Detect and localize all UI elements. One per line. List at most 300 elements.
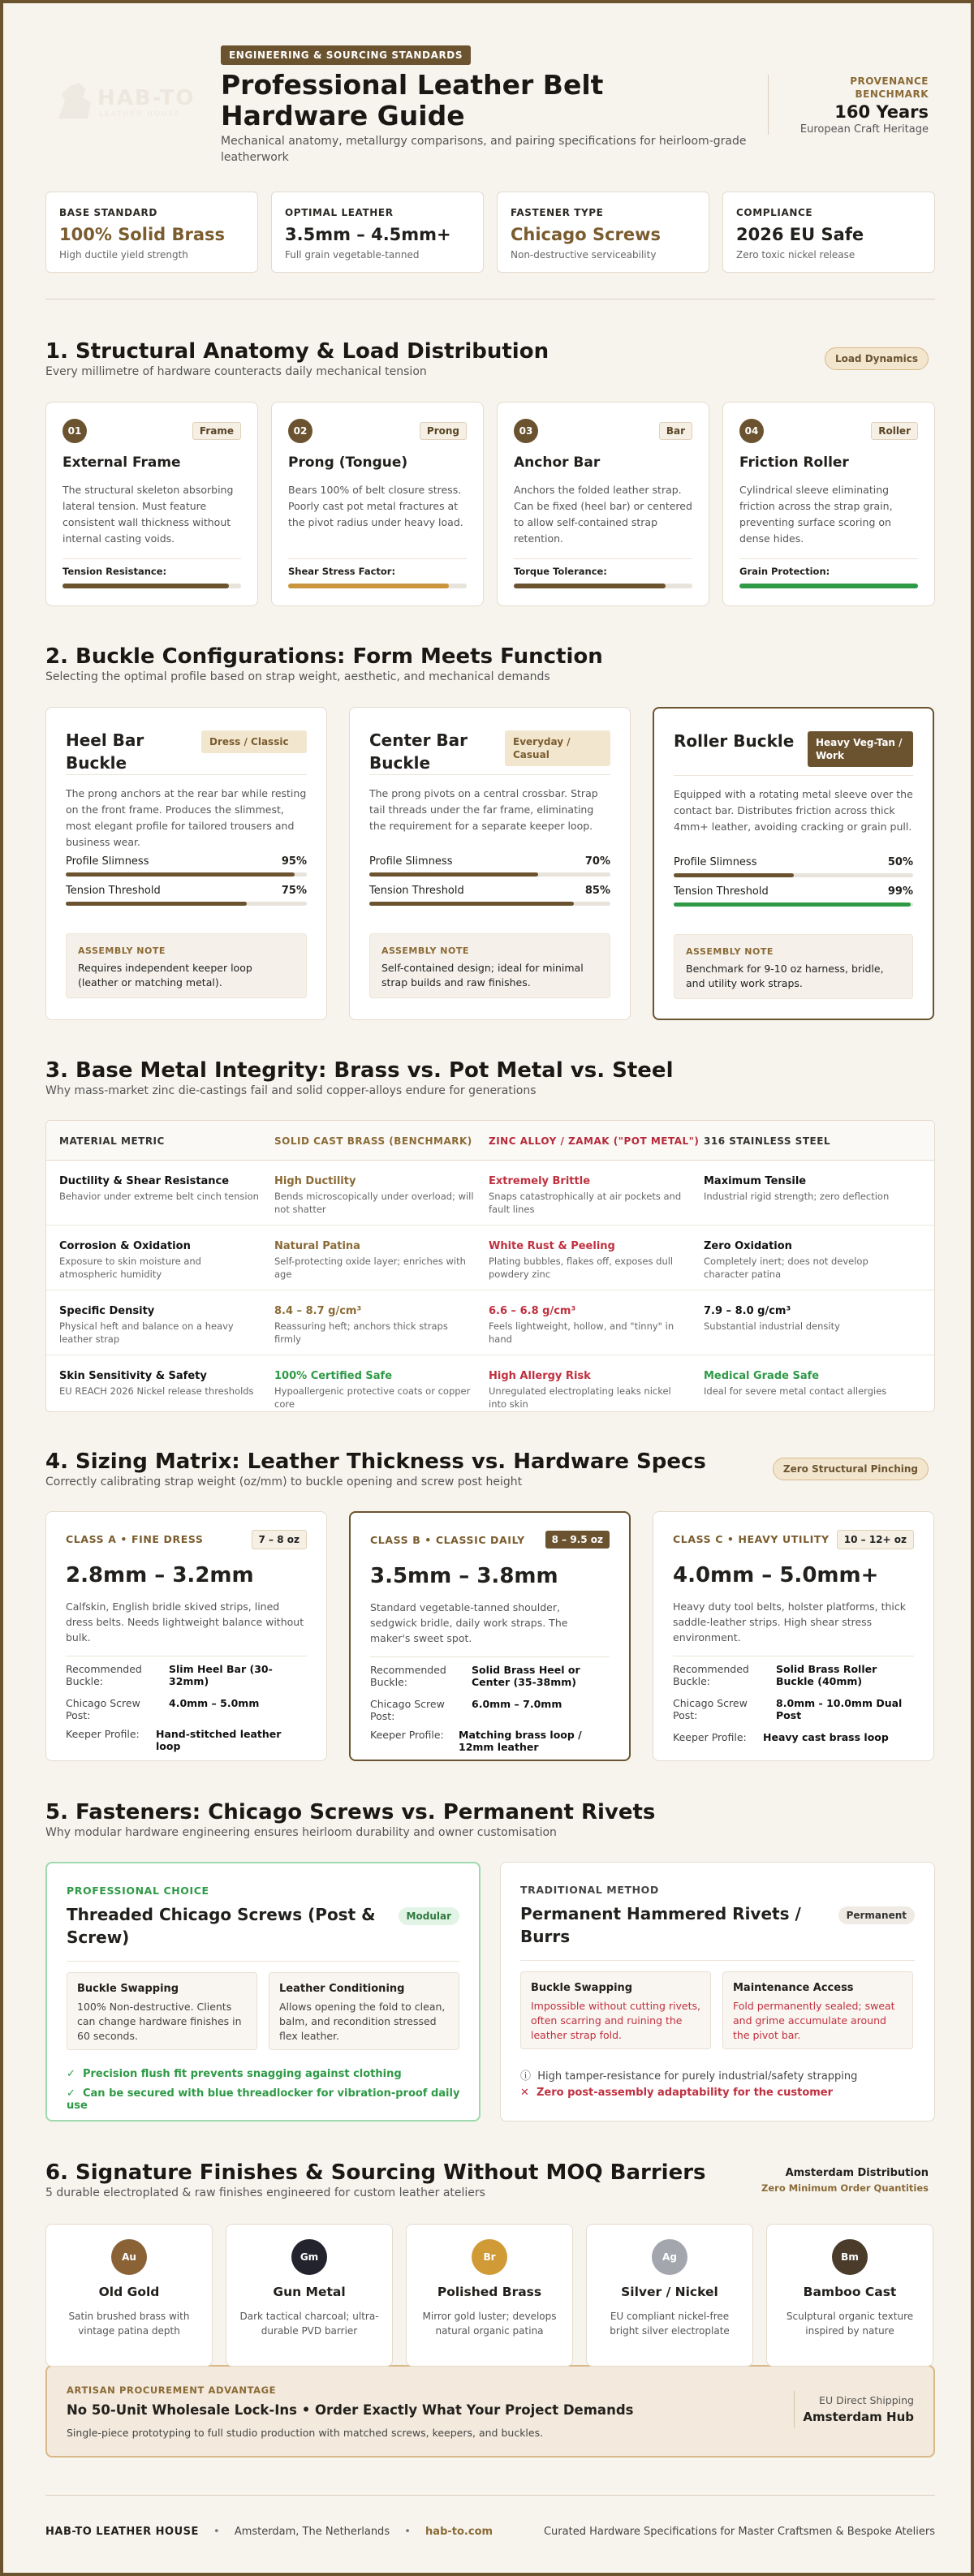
- feature-desc: Impossible without cutting rivets, often scarring and ruining the leather strap fold.: [531, 2000, 700, 2041]
- metric-value: 85%: [584, 885, 610, 897]
- thickness-range: 4.0mm – 5.0mm+: [673, 1563, 879, 1587]
- step-number: 04: [739, 419, 764, 443]
- metric-bar-fill: [514, 584, 666, 588]
- feature-box: [269, 1972, 459, 2050]
- table-cell: [704, 1240, 907, 1281]
- finish-name: Silver / Nickel: [621, 2285, 718, 2299]
- spec-row: [66, 1697, 307, 1721]
- spec-row: [673, 1663, 914, 1691]
- cell-detail: Substantial industrial density: [704, 1320, 840, 1332]
- bamboo-cast-swatch-icon: Bm: [832, 2239, 868, 2275]
- page-subtitle: Mechanical anatomy, metallurgy comparisons, and pairing specifications for heirloom-grade leatherwork: [221, 135, 747, 164]
- cell-title: 100% Certified Safe: [274, 1370, 393, 1382]
- feature-title: Buckle Swapping: [531, 1982, 633, 1994]
- finish-name: Bamboo Cast: [803, 2285, 897, 2299]
- sizing-card: [349, 1511, 631, 1761]
- metric-value: 50%: [887, 856, 913, 868]
- part-description: The structural skeleton absorbing lateral tension. Must feature consistent wall thickness without internal casting voids.: [62, 484, 234, 545]
- assembly-note: [369, 933, 610, 998]
- spec-label: Chicago Screw Post:: [370, 1698, 445, 1722]
- divider: [66, 774, 307, 775]
- divider: [369, 774, 610, 775]
- finish-card: [45, 2224, 213, 2367]
- spec-row: [370, 1698, 610, 1722]
- cell-detail: Reassuring heft; anchors thick straps firmly: [274, 1320, 448, 1345]
- buckle-card: [45, 707, 327, 1020]
- table-header: 316 STAINLESS STEEL: [704, 1135, 831, 1147]
- stat-card: [497, 192, 709, 273]
- footer-dot: •: [213, 2526, 220, 2538]
- finish-name: Polished Brass: [437, 2285, 542, 2299]
- metric-bar: [288, 584, 467, 588]
- table-cell: [704, 1305, 907, 1333]
- buckle-card: [349, 707, 631, 1020]
- banner-divider: [794, 2391, 795, 2428]
- table-cell: [274, 1175, 477, 1216]
- metric-bar-fill: [66, 872, 295, 877]
- cell-detail: Hypoallergenic protective coats or copper core: [274, 1385, 471, 1410]
- drawback-text: Zero post-assembly adaptability for the customer: [536, 2087, 834, 2099]
- permanent-badge: Permanent: [838, 1906, 915, 1924]
- assembly-note: [66, 933, 307, 998]
- modular-badge: Modular: [399, 1907, 459, 1925]
- cell-detail: Plating bubbles, flakes off, exposes dull powdery zinc: [489, 1256, 674, 1280]
- part-badge: Prong: [420, 422, 467, 440]
- drawback-item: [520, 2087, 833, 2099]
- finish-description: Satin brushed brass with vintage patina depth: [68, 2311, 190, 2337]
- assembly-note: [674, 934, 913, 999]
- note-label: ASSEMBLY NOTE: [381, 946, 469, 956]
- metric-row: [369, 855, 610, 868]
- metric-label: Shear Stress Factor:: [288, 566, 396, 577]
- metric-label: Profile Slimness: [674, 856, 757, 868]
- finish-description: Sculptural organic texture inspired by nature: [786, 2311, 914, 2337]
- section-subtitle: Every millimetre of hardware counteracts daily mechanical tension: [45, 365, 427, 378]
- buckle-badge: Everyday / Casual: [505, 730, 610, 766]
- header-divider: [768, 75, 769, 135]
- metric-bar-fill: [62, 584, 229, 588]
- info-circle-icon: ⓘ: [520, 2070, 532, 2083]
- divider: [67, 1961, 459, 1962]
- note-text: Benchmark for 9-10 oz harness, bridle, and utility work straps.: [686, 963, 884, 989]
- metric-row: [369, 885, 610, 897]
- stat-label: COMPLIANCE: [736, 207, 813, 218]
- page-title: Professional Leather Belt Hardware Guide: [221, 69, 604, 131]
- metric-row: [674, 885, 913, 898]
- metric-label: Tension Resistance:: [62, 566, 167, 577]
- footer-dot: •: [404, 2526, 411, 2538]
- metric-label: Torque Tolerance:: [514, 566, 607, 577]
- metric-bar: [674, 902, 913, 907]
- buckle-badge: Dress / Classic: [201, 730, 307, 753]
- spec-value: Heavy cast brass loop: [763, 1731, 889, 1743]
- part-title: Friction Roller: [739, 454, 849, 471]
- metric-bar-fill: [739, 584, 918, 588]
- stat-value: Chicago Screws: [511, 225, 662, 244]
- spec-row: [370, 1729, 610, 1756]
- section-title: 3. Base Metal Integrity: Brass vs. Pot Metal vs. Steel: [45, 1058, 674, 1083]
- banner-kicker: ARTISAN PROCUREMENT ADVANTAGE: [67, 2384, 277, 2396]
- benefit-text: Precision flush fit prevents snagging against clothing: [82, 2068, 402, 2080]
- cell-detail: Bends microscopically under overload; will not shatter: [274, 1191, 474, 1215]
- table-cell: [274, 1370, 477, 1411]
- provenance-benchmark: [800, 75, 929, 136]
- cell-title: High Allergy Risk: [489, 1370, 591, 1382]
- cell-title: Skin Sensitivity & Safety: [59, 1370, 207, 1382]
- zero-pinching-pill: Zero Structural Pinching: [773, 1458, 929, 1480]
- weight-badge: 8 – 9.5 oz: [545, 1531, 610, 1549]
- cell-title: Zero Oxidation: [704, 1240, 792, 1252]
- table-cell: [704, 1175, 907, 1203]
- banner-title: No 50-Unit Wholesale Lock-Ins • Order Exactly What Your Project Demands: [67, 2402, 634, 2418]
- table-cell: [59, 1305, 262, 1346]
- buckle-title: Roller Buckle: [674, 731, 795, 751]
- weight-badge: 10 – 12+ oz: [837, 1530, 914, 1549]
- spec-value: Slim Heel Bar (30-32mm): [169, 1663, 273, 1687]
- check-icon: ✓: [67, 2087, 75, 2100]
- table-cell: [489, 1240, 692, 1281]
- thickness-range: 2.8mm – 3.2mm: [66, 1563, 254, 1587]
- footer-tagline: Curated Hardware Specifications for Master Craftsmen & Bespoke Ateliers: [543, 2526, 935, 2538]
- cell-detail: Feels lightweight, hollow, and "tinny" in hand: [489, 1320, 674, 1345]
- divider: [45, 2495, 935, 2496]
- brand-logo: [50, 76, 209, 125]
- spec-value: 6.0mm – 7.0mm: [472, 1698, 562, 1710]
- finish-card: [766, 2224, 933, 2367]
- spec-row: [673, 1697, 914, 1725]
- stat-label: OPTIMAL LEATHER: [285, 207, 394, 218]
- buckle-description: The prong anchors at the rear bar while resting on the front frame. Produces the slimmest, most elegant profile for tailored trousers and business wear.: [66, 787, 307, 848]
- footer-city: Amsterdam, The Netherlands: [234, 2526, 390, 2538]
- shipping-hub: Amsterdam Hub: [803, 2410, 914, 2424]
- metric-value: 95%: [281, 855, 307, 868]
- table-header: ZINC ALLOY / ZAMAK ("POT METAL"): [489, 1135, 700, 1147]
- spec-label: Chicago Screw Post:: [673, 1697, 748, 1721]
- card-title: Threaded Chicago Screws (Post & Screw): [67, 1905, 376, 1947]
- divider: [288, 558, 467, 559]
- rivets-card: [500, 1862, 935, 2122]
- cell-detail: Behavior under extreme belt cinch tension: [59, 1191, 259, 1202]
- part-title: Prong (Tongue): [288, 454, 408, 471]
- table-row: [46, 1290, 935, 1355]
- section-title: 6. Signature Finishes & Sourcing Without MOQ Barriers: [45, 2160, 706, 2185]
- metric-bar: [739, 584, 918, 588]
- banner-sub: Single-piece prototyping to full studio production with matched screws, keepers, and buckles.: [67, 2427, 544, 2439]
- finish-description: Dark tactical charcoal; ultra-durable PVD barrier: [239, 2311, 379, 2337]
- spec-value: Solid Brass Roller Buckle (40mm): [776, 1663, 877, 1687]
- section-subtitle: Why modular hardware engineering ensures heirloom durability and owner customisation: [45, 1826, 557, 1839]
- metric-bar: [369, 902, 610, 906]
- part-badge: Roller: [871, 422, 918, 440]
- spec-row: [673, 1731, 914, 1746]
- section-title: 4. Sizing Matrix: Leather Thickness vs. Hardware Specs: [45, 1450, 706, 1474]
- anatomy-card: [45, 402, 258, 606]
- table-cell: [274, 1240, 477, 1281]
- class-label: CLASS C • HEAVY UTILITY: [673, 1533, 830, 1545]
- buckle-card: [653, 707, 934, 1020]
- divider: [370, 1656, 610, 1657]
- benefit-item: [67, 2087, 479, 2112]
- section-subtitle: Selecting the optimal profile based on strap weight, aesthetic, and mechanical demands: [45, 670, 550, 683]
- sizing-card: [653, 1511, 934, 1761]
- provenance-sub: European Craft Heritage: [799, 123, 929, 136]
- spec-value: Matching brass loop / 12mm leather: [459, 1729, 582, 1753]
- note-label: ASSEMBLY NOTE: [78, 946, 166, 956]
- feature-desc: Fold permanently sealed; sweat and grime accumulate around the pivot bar.: [733, 2000, 895, 2041]
- spec-row: [66, 1663, 307, 1691]
- metric-bar-fill: [369, 872, 538, 877]
- part-badge: Bar: [659, 422, 692, 440]
- stat-value: 2026 EU Safe: [736, 225, 864, 244]
- provenance-label: PROVENANCE BENCHMARK: [850, 75, 929, 100]
- shipping-label: EU Direct Shipping: [819, 2394, 914, 2406]
- feature-desc: 100% Non-destructive. Clients can change hardware finishes in 60 seconds.: [77, 2001, 242, 2042]
- divider: [514, 558, 692, 559]
- weight-badge: 7 – 8 oz: [252, 1530, 307, 1549]
- table-cell: [274, 1305, 477, 1346]
- provenance-value: 160 Years: [834, 102, 929, 122]
- table-header: MATERIAL METRIC: [59, 1135, 165, 1147]
- metric-bar-fill: [288, 584, 449, 588]
- cell-title: 8.4 – 8.7 g/cm³: [274, 1305, 362, 1317]
- class-description: Standard vegetable-tanned shoulder, sedgwick bridle, daily work straps. The maker's sweet spot.: [370, 1601, 568, 1644]
- metric-label: Profile Slimness: [66, 855, 149, 868]
- distribution-sub: Zero Minimum Order Quantities: [761, 2182, 929, 2194]
- metric-row: [66, 855, 307, 868]
- cell-title: White Rust & Peeling: [489, 1240, 615, 1252]
- finish-name: Old Gold: [98, 2285, 160, 2299]
- cell-title: 7.9 – 8.0 g/cm³: [704, 1305, 791, 1317]
- section-subtitle: Correctly calibrating strap weight (oz/mm) to buckle opening and screw post height: [45, 1475, 523, 1488]
- spec-value: 8.0mm - 10.0mm Dual Post: [776, 1697, 903, 1721]
- buckle-badge: Heavy Veg-Tan / Work: [808, 731, 913, 767]
- feature-box: [67, 1972, 257, 2050]
- card-kicker: TRADITIONAL METHOD: [520, 1884, 659, 1896]
- old-gold-swatch-icon: Au: [111, 2239, 147, 2275]
- metric-bar: [514, 584, 692, 588]
- cell-title: 6.6 – 6.8 g/cm³: [489, 1305, 576, 1317]
- class-label: CLASS A • FINE DRESS: [66, 1533, 204, 1545]
- metric-label: Tension Threshold: [674, 885, 769, 898]
- cell-detail: Industrial rigid strength; zero deflection: [704, 1191, 890, 1202]
- info-item: [520, 2067, 857, 2083]
- spec-value: Hand-stitched leather loop: [156, 1728, 282, 1752]
- cell-detail: Exposure to skin moisture and atmospheric humidity: [59, 1256, 201, 1280]
- stat-sub: Non-destructive serviceability: [511, 249, 657, 261]
- cell-title: Natural Patina: [274, 1240, 360, 1252]
- table-cell: [489, 1370, 692, 1411]
- distribution-label: Amsterdam Distribution: [785, 2167, 929, 2179]
- table-row: [46, 1226, 935, 1290]
- info-text: High tamper-resistance for purely industrial/safety strapping: [537, 2070, 858, 2083]
- metric-bar-fill: [674, 902, 911, 907]
- footer-brand: HAB-TO LEATHER HOUSE: [45, 2526, 199, 2538]
- metric-label: Grain Protection:: [739, 566, 830, 577]
- table-row: [46, 1355, 935, 1412]
- part-title: External Frame: [62, 454, 181, 471]
- cell-title: Ductility & Shear Resistance: [59, 1175, 230, 1187]
- table-row: [46, 1161, 935, 1226]
- step-number: 03: [514, 419, 538, 443]
- metric-bar: [66, 902, 307, 906]
- spec-label: Recommended Buckle:: [66, 1663, 142, 1687]
- thickness-range: 3.5mm – 3.8mm: [370, 1564, 558, 1588]
- metric-bar: [674, 873, 913, 877]
- spec-value: 4.0mm – 5.0mm: [169, 1697, 260, 1709]
- cell-title: Corrosion & Oxidation: [59, 1240, 191, 1252]
- spec-row: [66, 1728, 307, 1752]
- feature-title: Leather Conditioning: [279, 1983, 405, 1995]
- finish-name: Gun Metal: [273, 2285, 346, 2299]
- divider: [739, 558, 918, 559]
- table-cell: [59, 1175, 262, 1203]
- gun-metal-swatch-icon: Gm: [291, 2239, 327, 2275]
- feature-desc: Allows opening the fold to clean, balm, and recondition stressed flex leather.: [279, 2001, 446, 2042]
- spec-label: Keeper Profile:: [370, 1729, 444, 1741]
- finish-card: [226, 2224, 393, 2367]
- metric-label: Profile Slimness: [369, 855, 453, 868]
- table-cell: [489, 1305, 692, 1346]
- spec-label: Keeper Profile:: [673, 1731, 747, 1743]
- chicago-screws-card: [45, 1862, 481, 2122]
- distribution-info: [761, 2167, 929, 2194]
- part-badge: Frame: [192, 422, 241, 440]
- part-description: Cylindrical sleeve eliminating friction across the strap grain, preventing surface scoring on dense hides.: [739, 484, 893, 545]
- metric-value: 99%: [887, 885, 913, 898]
- cell-detail: Ideal for severe metal contact allergies: [704, 1385, 887, 1397]
- note-text: Self-contained design; ideal for minimal strap builds and raw finishes.: [381, 962, 584, 989]
- metric-label: Tension Threshold: [66, 885, 161, 897]
- stat-card: [722, 192, 935, 273]
- table-header: SOLID CAST BRASS (BENCHMARK): [274, 1135, 472, 1147]
- class-description: Calfskin, English bridle skived strips, lined dress belts. Needs lightweight balance without bulk.: [66, 1600, 304, 1643]
- stat-sub: Zero toxic nickel release: [736, 249, 855, 261]
- table-cell: [489, 1175, 692, 1216]
- stat-sub: High ductile yield strength: [59, 249, 188, 261]
- feature-box: [520, 1971, 711, 2049]
- metric-row: [66, 885, 307, 897]
- cell-detail: Self-protecting oxide layer; enriches with age: [274, 1256, 466, 1280]
- cell-title: Extremely Brittle: [489, 1175, 591, 1187]
- metric-bar: [369, 872, 610, 877]
- feature-title: Buckle Swapping: [77, 1983, 179, 1995]
- polished-brass-swatch-icon: Br: [472, 2239, 507, 2275]
- cell-title: Maximum Tensile: [704, 1175, 807, 1187]
- logo-text: HAB-TO: [97, 86, 196, 110]
- metal-comparison-table: [45, 1120, 935, 1412]
- section-title: 1. Structural Anatomy & Load Distribution: [45, 339, 549, 364]
- stat-label: FASTENER TYPE: [511, 207, 604, 218]
- metric-bar: [62, 584, 241, 588]
- part-title: Anchor Bar: [514, 454, 601, 471]
- footer: [45, 2526, 935, 2538]
- stat-card: [271, 192, 484, 273]
- load-dynamics-pill: Load Dynamics: [825, 347, 929, 370]
- spec-label: Recommended Buckle:: [370, 1664, 446, 1688]
- divider: [62, 558, 241, 559]
- spec-label: Keeper Profile:: [66, 1728, 140, 1740]
- logo-subtext: LEATHER HOUSE: [99, 110, 182, 118]
- note-label: ASSEMBLY NOTE: [686, 946, 774, 957]
- cell-title: High Ductility: [274, 1175, 356, 1187]
- divider: [674, 775, 913, 776]
- metric-row: [674, 856, 913, 868]
- feature-box: [722, 1971, 913, 2049]
- buckle-title: Center Bar Buckle: [369, 730, 468, 773]
- metric-bar-fill: [66, 902, 247, 906]
- x-icon: ✕: [520, 2087, 529, 2099]
- card-title: Permanent Hammered Rivets / Burrs: [520, 1904, 801, 1946]
- spec-value: Solid Brass Heel or Center (35-38mm): [472, 1664, 580, 1688]
- cell-detail: EU REACH 2026 Nickel release thresholds: [59, 1385, 254, 1397]
- benefit-item: [67, 2068, 402, 2080]
- section-subtitle: 5 durable electroplated & raw finishes engineered for custom leather ateliers: [45, 2186, 485, 2199]
- buckle-description: The prong pivots on a central crossbar. Strap tail threads under the far frame, eliminating the requirement for a separate keeper loop.: [369, 787, 598, 832]
- metric-label: Tension Threshold: [369, 885, 464, 897]
- buckle-title: Heel Bar Buckle: [66, 730, 144, 773]
- step-number: 02: [288, 419, 312, 443]
- table-cell: [704, 1370, 907, 1398]
- stat-value: 3.5mm – 4.5mm+: [285, 225, 451, 244]
- anatomy-card: [271, 402, 484, 606]
- table-cell: [59, 1370, 262, 1398]
- section-title: 5. Fasteners: Chicago Screws vs. Permanent Rivets: [45, 1800, 656, 1824]
- spec-row: [370, 1664, 610, 1691]
- cell-title: Medical Grade Safe: [704, 1370, 820, 1382]
- class-label: CLASS B • CLASSIC DAILY: [370, 1534, 525, 1546]
- divider: [520, 1960, 915, 1961]
- cell-detail: Completely inert; does not develop character patina: [704, 1256, 868, 1280]
- stat-card: [45, 192, 258, 273]
- table-cell: [59, 1240, 262, 1281]
- procurement-advantage-banner: [45, 2365, 935, 2458]
- metric-value: 75%: [281, 885, 307, 897]
- finish-description: EU compliant nickel-free bright silver electroplate: [610, 2311, 730, 2337]
- sizing-card: [45, 1511, 327, 1761]
- cell-title: Specific Density: [59, 1305, 155, 1317]
- cell-detail: Physical heft and balance on a heavy leather strap: [59, 1320, 234, 1345]
- finish-description: Mirror gold luster; develops natural organic patina: [422, 2311, 557, 2337]
- metric-bar-fill: [369, 902, 574, 906]
- stat-sub: Full grain vegetable-tanned: [285, 249, 420, 261]
- silver-nickel-swatch-icon: Ag: [652, 2239, 687, 2275]
- spec-label: Chicago Screw Post:: [66, 1697, 140, 1721]
- step-number: 01: [62, 419, 87, 443]
- spec-label: Recommended Buckle:: [673, 1663, 749, 1687]
- footer-link[interactable]: hab-to.com: [425, 2526, 493, 2538]
- cell-detail: Snaps catastrophically at air pockets and fault lines: [489, 1191, 682, 1215]
- header-tag: ENGINEERING & SOURCING STANDARDS: [221, 45, 471, 65]
- part-description: Bears 100% of belt closure stress. Poorly cast pot metal fractures at the pivot radius under heavy load.: [288, 484, 463, 528]
- finish-card: [406, 2224, 573, 2367]
- card-kicker: PROFESSIONAL CHOICE: [67, 1885, 209, 1897]
- anatomy-card: [722, 402, 935, 606]
- note-text: Requires independent keeper loop (leather or matching metal).: [78, 962, 252, 989]
- table-header-row: [46, 1121, 935, 1161]
- stat-value: 100% Solid Brass: [59, 225, 226, 244]
- class-description: Heavy duty tool belts, holster platforms, thick saddle-leather strips. High shear stress environment.: [673, 1600, 906, 1643]
- finish-card: [586, 2224, 753, 2367]
- feature-title: Maintenance Access: [733, 1982, 854, 1994]
- shipping-info: [803, 2394, 914, 2424]
- part-description: Anchors the folded leather strap. Can be fixed (heel bar) or centered to allow self-contained strap retention.: [514, 484, 692, 545]
- metric-bar-fill: [674, 873, 794, 877]
- metric-value: 70%: [584, 855, 610, 868]
- check-icon: ✓: [67, 2068, 75, 2080]
- buckle-description: Equipped with a rotating metal sleeve over the contact bar. Distributes friction across thick 4mm+ leather, avoiding cracking or grain pull.: [674, 788, 913, 833]
- cell-detail: Unregulated electroplating leaks nickel into skin: [489, 1385, 671, 1410]
- anatomy-card: [497, 402, 709, 606]
